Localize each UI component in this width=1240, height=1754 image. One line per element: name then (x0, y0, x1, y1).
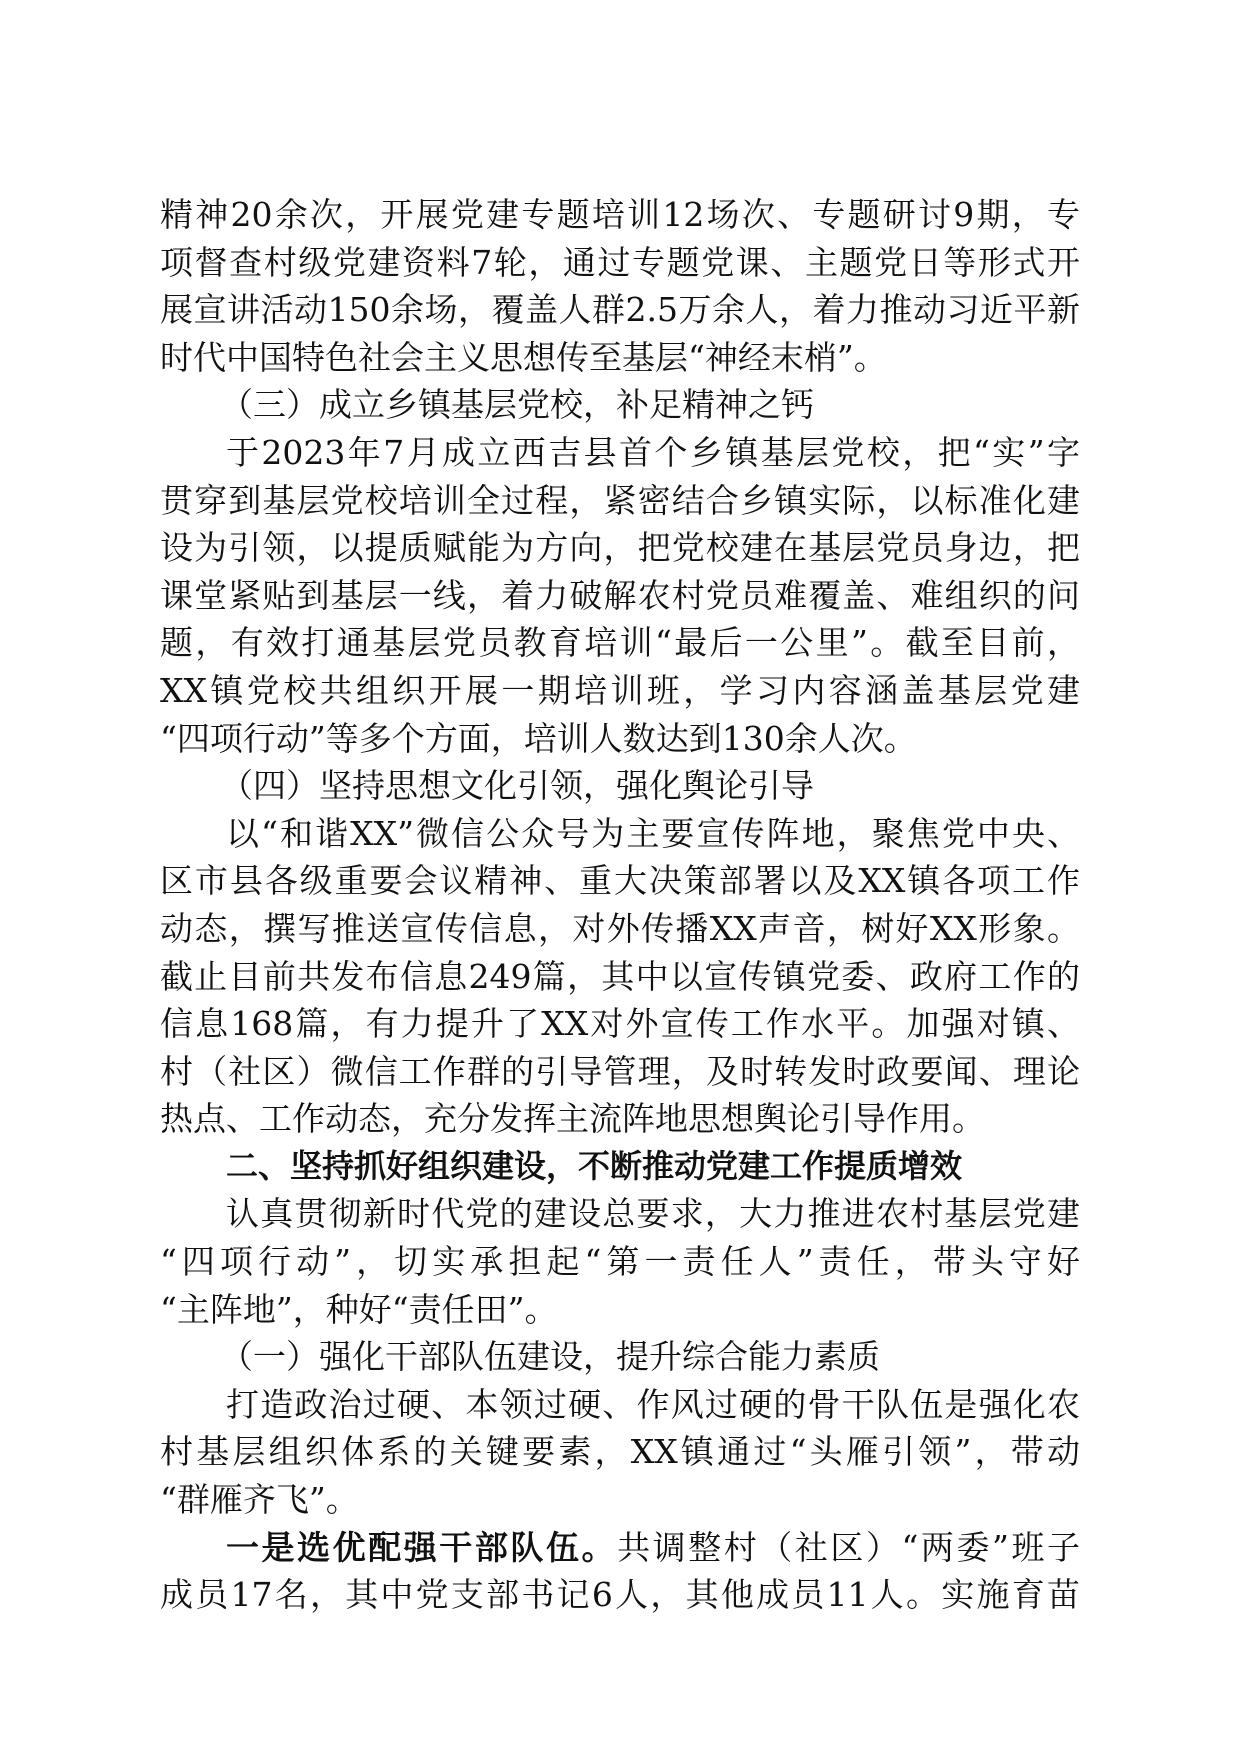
paragraph-line: 动态，撰写推送宣传信息，对外传播XX声音，树好XX形象。 (160, 908, 1080, 948)
paragraph-line: 于2023年7月成立西吉县首个乡镇基层党校，把“实”字 (226, 432, 1080, 472)
bold-lead-text: 一是选优配强干部队伍。 (226, 1527, 618, 1567)
paragraph-line: 热点、工作动态，充分发挥主流阵地思想舆论引导作用。 (160, 1099, 985, 1139)
paragraph-line: 截止目前共发布信息249篇，其中以宣传镇党委、政府工作的 (160, 956, 1080, 996)
paragraph-line: 村基层组织体系的关键要素，XX镇通过“头雁引领”，带动 (160, 1432, 1080, 1472)
paragraph-line: “四项行动”等多个方面，培训人数达到130余人次。 (160, 718, 917, 758)
section-heading-4: （四）坚持思想文化引领，强化舆论引导 (220, 766, 814, 806)
paragraph-line: XX镇党校共组织开展一期培训班，学习内容涵盖基层党建 (160, 670, 1080, 710)
section-heading-1: （一）强化干部队伍建设，提升综合能力素质 (220, 1337, 880, 1377)
paragraph-line: 时代中国特色社会主义思想传至基层“神经末梢”。 (160, 337, 887, 377)
paragraph-line: 打造政治过硬、本领过硬、作风过硬的骨干队伍是强化农 (226, 1384, 1080, 1424)
paragraph-line: 信息168篇，有力提升了XX对外宣传工作水平。加强对镇、 (160, 1004, 1080, 1044)
paragraph-line-with-bold-lead (160, 1524, 1080, 1572)
paragraph-line: 以“和谐XX”微信公众号为主要宣传阵地，聚焦党中央、 (226, 813, 1080, 853)
paragraph-line: 项督查村级党建资料7轮，通过专题党课、主题党日等形式开 (160, 242, 1080, 282)
paragraph-line: 课堂紧贴到基层一线，着力破解农村党员难覆盖、难组织的问 (160, 575, 1080, 615)
paragraph-line: 成员17名，其中党支部书记6人，其他成员11人。实施育苗 (160, 1575, 1080, 1615)
paragraph-line: 认真贯彻新时代党的建设总要求，大力推进农村基层党建 (226, 1194, 1080, 1234)
paragraph-text: 共调整村（社区）“两委”班子 (617, 1527, 1080, 1567)
paragraph-line: 村（社区）微信工作群的引导管理，及时转发时政要闻、理论 (160, 1051, 1080, 1091)
paragraph-line: “群雁齐飞”。 (160, 1480, 359, 1520)
paragraph-line: 精神20余次，开展党建专题培训12场次、专题研讨9期，专 (160, 195, 1080, 234)
paragraph-line: 贯穿到基层党校培训全过程，紧密结合乡镇实际，以标准化建 (160, 480, 1080, 520)
paragraph-line: 展宣讲活动150余场，覆盖人群2.5万余人，着力推动习近平新 (160, 290, 1080, 330)
document-body (160, 191, 1080, 1619)
section-heading-3: （三）成立乡镇基层党校，补足精神之钙 (220, 385, 814, 425)
paragraph-line: 区市县各级重要会议精神、重大决策部署以及XX镇各项工作 (160, 861, 1080, 901)
paragraph-line: “主阵地”，种好“责任田”。 (160, 1289, 558, 1329)
paragraph-line: 题，有效打通基层党员教育培训“最后一公里”。截至目前， (160, 623, 1080, 663)
paragraph-line: 设为引领，以提质赋能为方向，把党校建在基层党员身边，把 (160, 528, 1080, 568)
chapter-heading-2: 二、坚持抓好组织建设，不断推动党建工作提质增效 (226, 1146, 963, 1185)
paragraph-line: “四项行动”，切实承担起“第一责任人”责任，带头守好 (160, 1242, 1080, 1282)
